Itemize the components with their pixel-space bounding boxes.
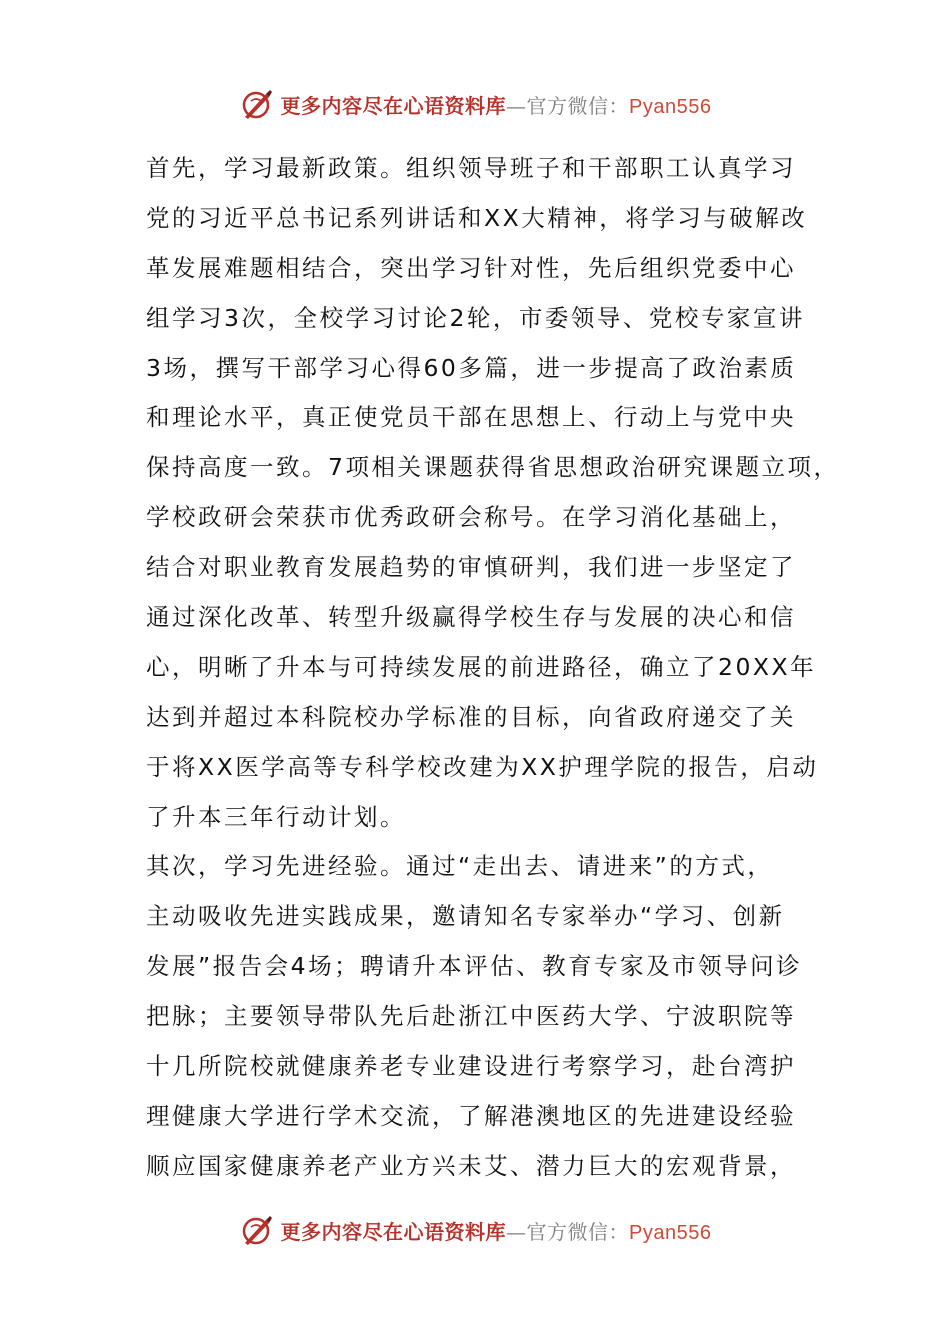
watermark-dash: — <box>506 1219 527 1244</box>
text-line: 达到并超过本科院校办学标准的目标，向省政府递交了关 <box>146 702 796 731</box>
text-line: 发展”报告会4场；聘请升本评估、教育专家及市领导问诊 <box>146 952 803 981</box>
pen-circle-logo-icon <box>239 87 273 121</box>
text-line: 组学习3次，全校学习讨论2轮，市委领导、党校专家宣讲 <box>146 303 805 332</box>
watermark-main: 更多内容尽在心语资料库 <box>280 93 507 118</box>
text-line: 心，明晰了升本与可持续发展的前进路径，确立了20XX年 <box>146 652 817 681</box>
watermark-official: 官方微信： <box>526 1219 630 1244</box>
watermark-main: 更多内容尽在心语资料库 <box>280 1219 507 1244</box>
text-line: 了升本三年行动计划。 <box>146 802 406 831</box>
watermark-id: Pyan556 <box>629 1221 712 1244</box>
footer-watermark <box>0 1210 950 1250</box>
watermark-dash: — <box>506 93 527 118</box>
text-line: 主动吸收先进实践成果，邀请知名专家举办“学习、创新 <box>146 902 785 931</box>
watermark-id: Pyan556 <box>629 95 712 118</box>
text-line: 学校政研会荣获市优秀政研会称号。在学习消化基础上， <box>146 503 796 532</box>
text-line: 理健康大学进行学术交流，了解港澳地区的先进建设经验 <box>146 1101 796 1130</box>
text-line: 通过深化改革、转型升级赢得学校生存与发展的决心和信 <box>146 603 796 632</box>
text-line: 于将XX医学高等专科学校改建为XX护理学院的报告，启动 <box>146 752 819 781</box>
text-line: 革发展难题相结合，突出学习针对性，先后组织党委中心 <box>146 253 796 282</box>
text-line: 和理论水平，真正使党员干部在思想上、行动上与党中央 <box>146 403 796 432</box>
document-body <box>146 144 840 1192</box>
text-line: 3场，撰写干部学习心得60多篇，进一步提高了政治素质 <box>146 353 797 382</box>
watermark-text <box>281 90 712 119</box>
text-line: 其次，学习先进经验。通过“走出去、请进来”的方式， <box>146 852 774 881</box>
text-line: 顺应国家健康养老产业方兴未艾、潜力巨大的宏观背景， <box>146 1151 796 1180</box>
text-line: 十几所院校就健康养老专业建设进行考察学习，赴台湾护 <box>146 1052 796 1081</box>
header-watermark <box>0 84 950 124</box>
text-line: 党的习近平总书记系列讲话和XX大精神，将学习与破解改 <box>146 203 808 232</box>
text-line: 结合对职业教育发展趋势的审慎研判，我们进一步坚定了 <box>146 553 796 582</box>
text-line: 首先，学习最新政策。组织领导班子和干部职工认真学习 <box>146 154 796 182</box>
text-line: 保持高度一致。7项相关课题获得省思想政治研究课题立项， <box>146 453 840 482</box>
text-line: 把脉；主要领导带队先后赴浙江中医药大学、宁波职院等 <box>146 1002 796 1031</box>
pen-circle-logo-icon <box>239 1213 273 1247</box>
watermark-text <box>281 1216 712 1245</box>
watermark-official: 官方微信： <box>526 93 630 118</box>
